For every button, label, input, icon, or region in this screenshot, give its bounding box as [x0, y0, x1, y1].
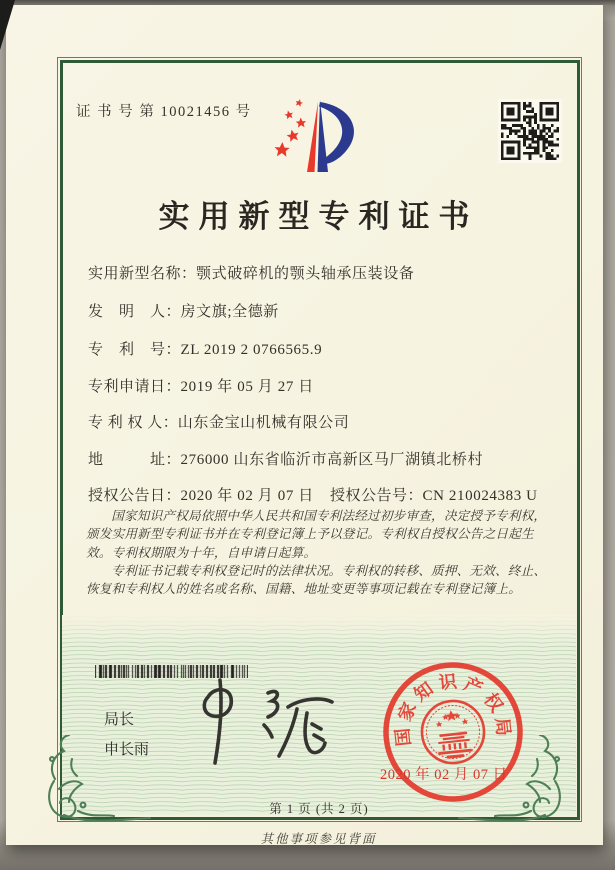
field-row — [88, 262, 558, 284]
field-value: 2019 年 05 月 27 日 — [180, 379, 314, 395]
field-colon: ： — [165, 342, 181, 358]
field-row — [88, 375, 558, 397]
svg-text:识: 识 — [437, 671, 458, 694]
legal-paragraph: 专利证书记载专利权登记时的法律状况。专利权的转移、质押、无效、终止、恢复和专利权人的姓名或名称、国籍、地址变更等事项记载在专利登记簿上。 — [86, 563, 547, 597]
field-row — [88, 411, 558, 433]
field-pair-secondary — [330, 484, 538, 505]
corner-flourish-icon — [42, 735, 154, 827]
field-value: 房文旗;全德新 — [180, 304, 279, 320]
field-label: 实用新型名称 — [88, 266, 182, 282]
field-row — [88, 448, 558, 470]
field-row — [88, 300, 558, 322]
svg-text:局: 局 — [491, 716, 514, 737]
svg-text:产: 产 — [461, 673, 486, 700]
field-colon: ： — [165, 452, 181, 468]
field-colon: ： — [165, 379, 181, 395]
field-value: CN 210024383 U — [422, 488, 538, 504]
field-colon: ： — [407, 488, 423, 504]
field-value: 2020 年 02 月 07 日 — [180, 488, 314, 504]
field-row — [88, 338, 558, 360]
field-label: 授权公告号 — [330, 488, 408, 504]
corner-flourish-icon — [455, 735, 567, 827]
certificate-number: 证 书 号 第 10021456 号 — [76, 104, 252, 120]
field-value: ZL 2019 2 0766565.9 — [180, 342, 323, 358]
scan-edge-artifact — [0, 0, 15, 50]
field-row — [88, 484, 558, 506]
handwritten-signature-icon — [182, 667, 340, 777]
signer-title: 局长 — [104, 711, 135, 728]
field-label: 专 利 权 人 — [88, 415, 163, 431]
certificate-page — [6, 5, 603, 845]
legal-paragraph: 国家知识产权局依照中华人民共和国专利法经过初步审查，决定授予专利权，颁发实用新型专利证书并在专利登记簿上予以登记。专利权自授权公告之日起生效。专利权期限为十年，自申请日起算。 — [86, 509, 547, 560]
field-label: 发 明 人 — [88, 304, 166, 320]
field-list — [6, 5, 603, 505]
field-colon: ： — [181, 266, 197, 282]
field-colon: ： — [162, 415, 178, 431]
svg-text:国: 国 — [392, 727, 415, 748]
page-number: 第 1 页 (共 2 页) — [269, 802, 369, 816]
field-value: 山东金宝山机械有限公司 — [177, 415, 350, 431]
reverse-side-note: 其他事项参见背面 — [260, 832, 377, 846]
field-label: 授权公告日 — [88, 488, 166, 504]
field-colon: ： — [165, 304, 181, 320]
svg-text:权: 权 — [480, 689, 507, 716]
seal-date: 2020 年 02 月 07 日 — [380, 767, 508, 783]
field-value: 276000 山东省临沂市高新区马厂湖镇北桥村 — [180, 452, 484, 468]
field-label: 专 利 号 — [88, 342, 166, 358]
signer-name: 申长雨 — [104, 741, 150, 758]
legal-text — [86, 507, 548, 598]
field-value: 颚式破碎机的颚头轴承压装设备 — [196, 266, 415, 282]
svg-text:家: 家 — [394, 699, 421, 724]
certificate-title: 实用新型专利证书 — [158, 199, 479, 234]
field-label: 地 址 — [88, 452, 166, 468]
svg-text:知: 知 — [410, 678, 437, 705]
field-colon: ： — [165, 488, 181, 504]
field-label: 专利申请日 — [88, 379, 166, 395]
